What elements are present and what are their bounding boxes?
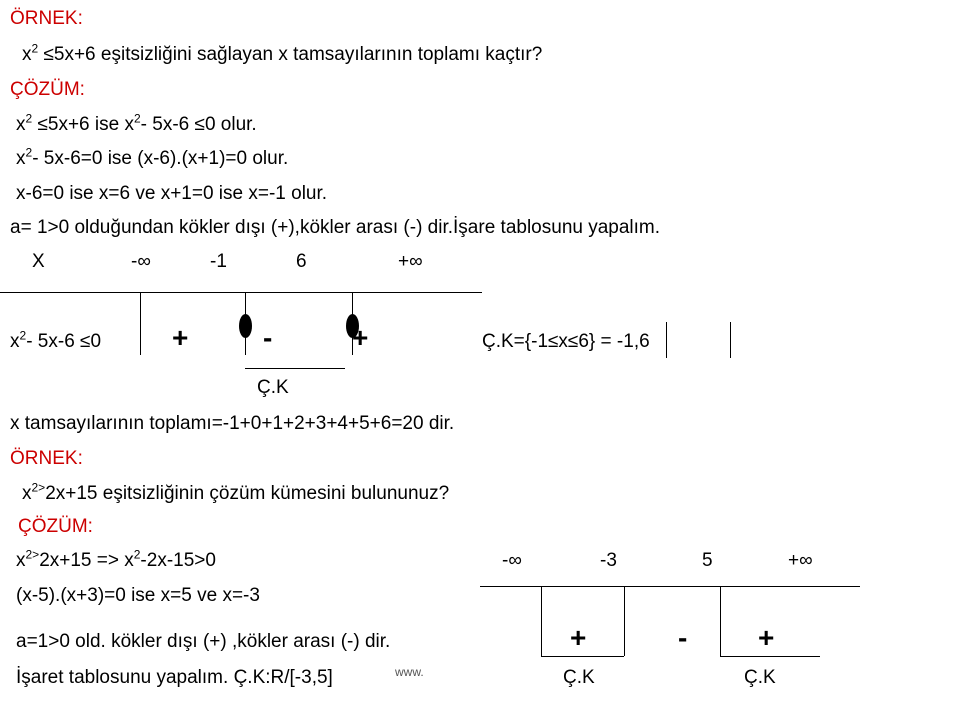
table1-neg-inf: -∞ [131, 251, 151, 272]
table2-pos-inf: +∞ [788, 550, 813, 571]
table2-neg-inf: -∞ [502, 550, 522, 571]
s1-sup1: 2 [25, 111, 33, 126]
table1-x-label: X [32, 251, 45, 272]
s2-b: - 5x-6=0 ise (x-6).(x+1)=0 olur. [32, 148, 289, 169]
row-sup: 2 [19, 328, 27, 343]
example1-question [22, 41, 543, 66]
table2-root1: -3 [600, 550, 617, 571]
table2-vline-1 [541, 586, 542, 656]
table1-pos-inf: +∞ [398, 251, 423, 272]
q2-sup: 2> [31, 480, 46, 495]
e2s1-sup2: 2 [133, 547, 141, 562]
table2-root2: 5 [702, 550, 713, 571]
example2-step2: (x-5).(x+3)=0 ise x=5 ve x=-3 [16, 585, 260, 606]
s2-a: x [16, 148, 26, 169]
table2-top-line [480, 586, 860, 587]
e2s1-a: x [16, 550, 26, 571]
example1-step4: a= 1>0 olduğundan kökler dışı (+),kökler arası (-) dir.İşare tablosunu yapalım. [10, 217, 661, 238]
row-a: x [10, 331, 20, 352]
q1-x: x [22, 44, 32, 65]
example1-sum: x tamsayılarının toplamı=-1+0+1+2+3+4+5+6=20 dir. [10, 413, 455, 434]
example1-ck-result: Ç.K={-1≤x≤6} = -1,6 [482, 331, 650, 352]
s2-sup: 2 [25, 145, 33, 160]
table2-vline-2 [624, 586, 625, 656]
q1-sup: 2 [31, 41, 39, 56]
table2-vline-3 [720, 586, 721, 656]
s1-c: - 5x-6 ≤0 olur. [140, 114, 257, 135]
q1-rest: ≤5x+6 eşitsizliğini sağlayan x tamsayılarının toplamı kaçtır? [38, 44, 543, 65]
e2s1-sup1: 2> [25, 547, 40, 562]
q2-rest: 2x+15 eşitsizliğinin çözüm kümesini bulununuz? [45, 483, 450, 504]
interval-bracket-right [730, 322, 731, 358]
table2-sign-2: - [678, 622, 688, 653]
example2-solution-heading: ÇÖZÜM: [18, 516, 93, 537]
table1-root-dot-1 [239, 314, 252, 338]
table2-sign-1: + [570, 622, 587, 653]
table2-ck-line-2 [720, 656, 820, 657]
example1-solution-heading: ÇÖZÜM: [10, 79, 85, 100]
example2-heading: ÖRNEK: [10, 448, 83, 469]
s1-a: x [16, 114, 26, 135]
table1-top-line [0, 292, 482, 293]
example2-question [22, 480, 450, 505]
e2s1-c: -2x-15>0 [140, 550, 216, 571]
table2-ck-line-1 [541, 656, 624, 657]
table1-sign-3: + [352, 322, 369, 353]
table1-ck-label: Ç.K [257, 377, 289, 398]
table1-ck-line [245, 368, 345, 369]
s1-b: ≤5x+6 ise x [32, 114, 134, 135]
table1-sign-2: - [263, 322, 273, 353]
table2-ck-label-2: Ç.K [744, 667, 776, 688]
table2-sign-3: + [758, 622, 775, 653]
example1-heading: ÖRNEK: [10, 8, 83, 29]
table1-row-label [10, 328, 102, 353]
row-b: - 5x-6 ≤0 [26, 331, 102, 352]
example1-step3: x-6=0 ise x=6 ve x+1=0 ise x=-1 olur. [16, 183, 328, 204]
e2s1-b: 2x+15 => x [39, 550, 134, 571]
s1-sup2: 2 [133, 111, 141, 126]
q2-x: x [22, 483, 32, 504]
table1-sign-1: + [172, 322, 189, 353]
table1-root2: 6 [296, 251, 307, 272]
example2-step4: İşaret tablosunu yapalım. Ç.K:R/[-3,5] [16, 667, 333, 688]
interval-bracket-left [666, 322, 667, 358]
table2-ck-label-1: Ç.K [563, 667, 595, 688]
example1-step1 [16, 111, 257, 136]
table1-root1: -1 [210, 251, 227, 272]
example2-step1 [16, 547, 216, 572]
example2-step3: a=1>0 old. kökler dışı (+) ,kökler arası (-) dir. [16, 631, 391, 652]
watermark-text: www. [395, 665, 424, 679]
table1-vline-1 [140, 292, 141, 355]
example1-step2 [16, 145, 289, 170]
